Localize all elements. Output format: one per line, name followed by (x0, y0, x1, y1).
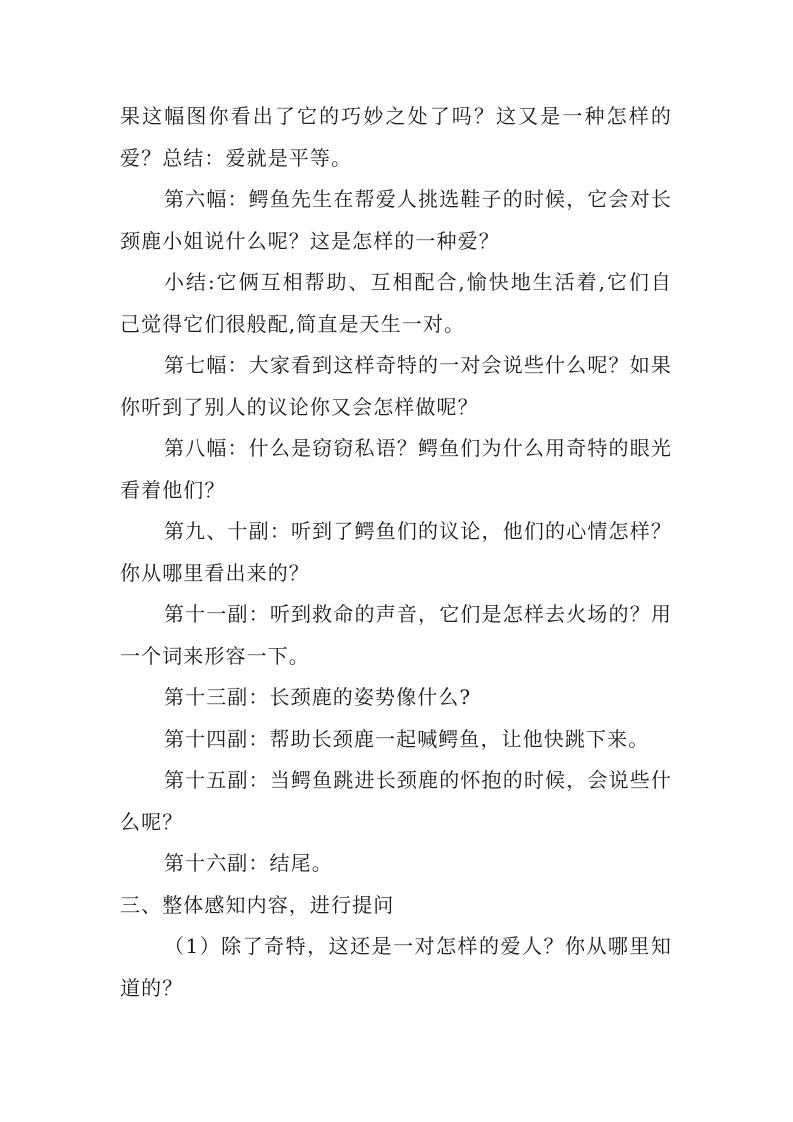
paragraph-thirteenth-picture: 第十三副：长颈鹿的姿势像什么? (164, 685, 472, 709)
paragraph-sixteenth-picture: 第十六副：结尾。 (164, 851, 333, 875)
paragraph-continuation: 果这幅图你看出了它的巧妙之处了吗？这又是一种怎样的爱？总结：爱就是平等。 (120, 104, 672, 170)
document-body (120, 96, 672, 1009)
paragraph-sixth-picture: 第六幅：鳄鱼先生在帮爱人挑选鞋子的时候，它会对长颈鹿小姐说什么呢？这是怎样的一种爱？ (120, 187, 672, 253)
section-heading: 三、整体感知内容，进行提问 (120, 892, 395, 917)
paragraph-summary: 小结:它俩互相帮助、互相配合,愉快地生活着,它们自己觉得它们很般配,简直是天生一对。 (120, 270, 672, 336)
paragraph-seventh-picture: 第七幅：大家看到这样奇特的一对会说些什么呢？如果你听到了别人的议论你又会怎样做呢？ (120, 353, 672, 419)
paragraph-ninth-tenth-picture: 第九、十副：听到了鳄鱼们的议论，他们的心情怎样？你从哪里看出来的？ (120, 519, 672, 585)
paragraph-fourteenth-picture: 第十四副：帮助长颈鹿一起喊鳄鱼，让他快跳下来。 (164, 726, 650, 751)
paragraph-fifteenth-picture: 第十五副：当鳄鱼跳进长颈鹿的怀抱的时候，会说些什么呢？ (120, 768, 672, 834)
paragraph-eighth-picture: 第八幅：什么是窃窃私语？鳄鱼们为什么用奇特的眼光看着他们？ (120, 436, 672, 502)
paragraph-question-1: （1）除了奇特，这还是一对怎样的爱人？你从哪里知道的？ (120, 934, 672, 1000)
paragraph-eleventh-picture: 第十一副：听到救命的声音，它们是怎样去火场的？用一个词来形容一下。 (120, 602, 672, 668)
